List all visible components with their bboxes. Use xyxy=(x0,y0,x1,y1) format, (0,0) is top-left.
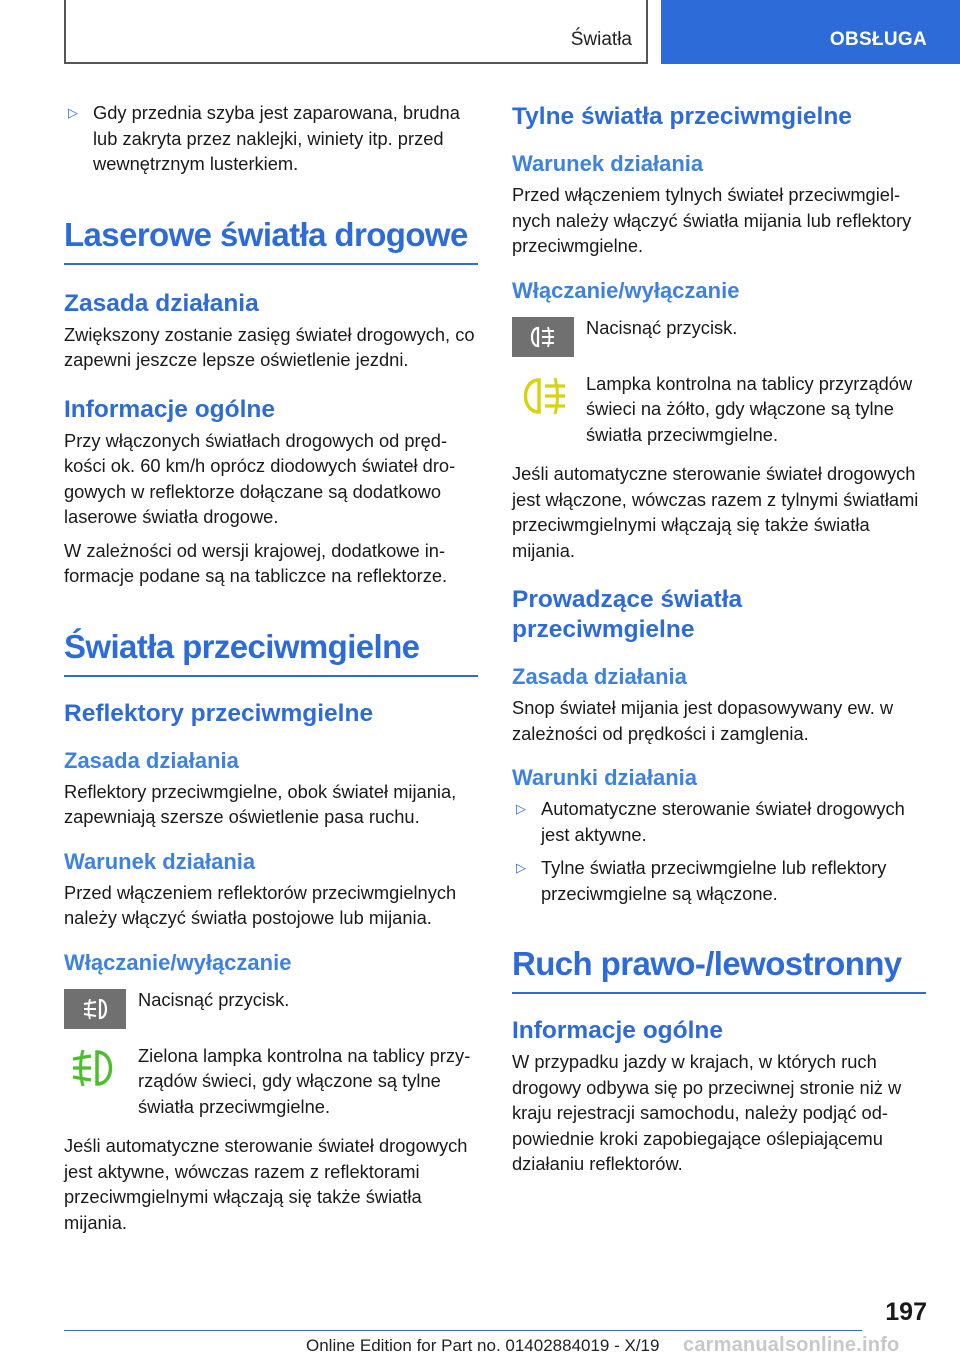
paragraph: W zależności od wersji krajowej, dodatkowe informacje podane są na tabliczce na reflektorze. xyxy=(64,539,448,586)
header-section-title: Światła xyxy=(64,0,648,64)
bullet-arrow-icon: ▷ xyxy=(516,801,526,816)
paragraph: W przypadku jazdy w krajach, w których ruch drogowy odbywa się po przeciwnej stronie niż w kraju rejestracji samochodu, należy podjąć odpowiednie kroki zapobiegające oślepiającemu działaniu reflektorów. xyxy=(512,1051,902,1174)
subheading-principle: Zasada działania xyxy=(512,664,687,689)
bullet-arrow-icon: ▷ xyxy=(516,860,526,875)
heading-general-info: Informacje ogólne xyxy=(512,1017,724,1044)
bullet-arrow-icon: ▷ xyxy=(68,105,78,120)
subheading-switch: Włączanie/wyłączanie xyxy=(64,949,292,975)
instruction-text: Nacisnąć przycisk. xyxy=(586,316,738,338)
right-column xyxy=(512,100,926,1185)
rear-fog-light-icon xyxy=(512,317,574,357)
left-column xyxy=(64,100,478,1243)
list-item xyxy=(512,796,926,847)
heading-traffic-side: Ruch prawo-/lewostronny xyxy=(512,944,926,994)
header-chapter-tab: OBSŁUGA xyxy=(661,0,960,64)
subheading-condition: Warunek działania xyxy=(64,848,256,874)
subheading-condition: Warunek działania xyxy=(512,151,704,176)
subheading-principle: Zasada działania xyxy=(64,747,239,773)
watermark: carmanualsonline.info xyxy=(683,1334,900,1356)
button-instruction xyxy=(512,315,926,357)
heading-guiding-fog: Prowadzące światła przeciwmgielne xyxy=(512,586,743,643)
subheading-conditions: Warunki działania xyxy=(512,765,698,790)
button-instruction xyxy=(64,987,478,1029)
indicator-text: Lampka kontrolna na tablicy przyrządów świeci na żółto, gdy włączone są tylne światła przeciwmgielne. xyxy=(586,372,913,445)
footer-divider xyxy=(64,1330,862,1331)
paragraph: Jeśli automatyczne sterowanie świateł drogowych jest włączone, wówczas razem z tylnymi światłami przeciwmgielnymi włączają się także światła mijania. xyxy=(512,463,919,561)
heading-general-info: Informacje ogólne xyxy=(64,395,276,423)
heading-fog-lights: Światła przeciwmgielne xyxy=(64,627,478,677)
footer-edition: Online Edition for Part no. 01402884019 - X/19 xyxy=(306,1336,660,1355)
bullet-text: Gdy przednia szyba jest zaparowana, brudna lub zakryta przez naklejki, winiety itp. przed wewnętrznym lusterkiem. xyxy=(93,102,460,174)
heading-rear-fog: Tylne światła przeciwmgielne xyxy=(512,103,852,130)
front-fog-light-icon xyxy=(64,989,126,1029)
page-number: 197 xyxy=(885,1298,927,1326)
front-fog-indicator-icon xyxy=(64,1043,126,1093)
heading-principle: Zasada działania xyxy=(64,289,259,317)
list-item xyxy=(512,855,926,906)
bullet-text: Tylne światła przeciwmgielne lub reflektory przeciwmgielne są włączone. xyxy=(541,857,887,904)
indicator-text: Zielona lampka kontrolna na tablicy przyrządów świeci, gdy włączone są tylne światła przeciwmgielne. xyxy=(138,1044,471,1117)
subheading-switch: Włączanie/wyłączanie xyxy=(512,277,740,303)
list-item xyxy=(64,100,478,177)
paragraph: Zwiększony zostanie zasięg świateł drogowych, co zapewni jeszcze lepsze oświetlenie jezdni. xyxy=(64,323,475,370)
indicator-description xyxy=(64,1043,478,1120)
rear-fog-indicator-icon xyxy=(512,371,574,421)
paragraph: Snop świateł mijania jest dopasowywany ew. w zależności od prędkości i zamglenia. xyxy=(512,697,894,744)
indicator-description xyxy=(512,371,926,448)
paragraph: Przy włączonych światłach drogowych od prędkości ok. 60 km/h oprócz diodowych świateł drogowych w reflektorze dołączane są dodatkowo laserowe światła drogowe. xyxy=(64,429,456,527)
paragraph: Jeśli automatyczne sterowanie świateł drogowych jest aktywne, wówczas razem z reflektorami przeciwmgielnymi włączają się także światła mijania. xyxy=(64,1135,468,1233)
instruction-text: Nacisnąć przycisk. xyxy=(138,988,290,1010)
paragraph: Przed włączeniem tylnych świateł przeciwmgielnych należy włączyć światła mijania lub reflektory przeciwmgielne. xyxy=(512,184,912,256)
bullet-text: Automatyczne sterowanie świateł drogowych jest aktywne. xyxy=(541,798,905,845)
heading-laser-high-beam: Laserowe światła drogowe xyxy=(64,215,478,265)
paragraph: Reflektory przeciwmgielne, obok świateł mijania, zapewniają szersze oświetlenie pasa ruchu. xyxy=(64,780,457,827)
heading-front-fog: Reflektory przeciwmgielne xyxy=(64,699,374,727)
paragraph: Przed włączeniem reflektorów przeciwmgielnych należy włączyć światła postojowe lub mijania. xyxy=(64,881,457,928)
